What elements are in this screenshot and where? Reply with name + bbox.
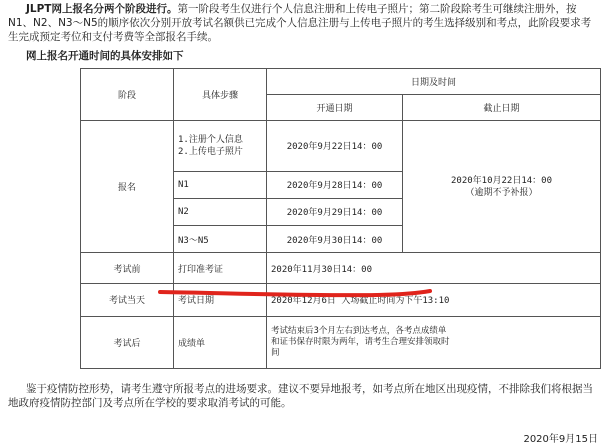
date-print-admission: 2020年11月30日14：00 [267, 253, 601, 284]
intro-text: 第一阶段考生仅进行个人信息注册和上传电子照片；第二阶段除考生可继续注册外，按N1、N2、N3～N5的顺序依次分别开放考试名额供已完成个人信息注册与上传电子照片的考生选择级别和考点，此阶段要求考生完成预定考位和支付考费等全部报名手续。 [8, 3, 592, 43]
open-date-n3-n5: 2020年9月30日14：00 [267, 226, 403, 253]
table-row [81, 316, 601, 368]
header-steps: 具体步骤 [174, 69, 267, 121]
close-date-note: （逾期不予补报） [465, 187, 538, 198]
step-register-info [174, 121, 267, 171]
table-row [81, 283, 601, 316]
step-exam-date: 考试日期 [174, 283, 267, 316]
step-line: 2.上传电子照片 [178, 146, 243, 157]
step-n1: N1 [174, 171, 267, 198]
table-row [81, 69, 601, 95]
schedule-subtitle: 网上报名开通时间的具体安排如下 [26, 50, 184, 62]
step-n3-n5: N3～N5 [174, 226, 267, 253]
notice-paragraph: 鉴于疫情防控形势，请考生遵守所报考点的进场要求。建议不要异地报考，如考点所在地区出现疫情，不排除我们将根据当地政府疫情防控部门及考点所在学校的要求取消考试的可能。 [8, 383, 593, 409]
open-date-register: 2020年9月22日14：00 [267, 121, 403, 171]
stage-before-exam: 考试前 [81, 253, 174, 284]
header-date-time: 日期及时间 [267, 69, 601, 95]
open-date-n1: 2020年9月28日14：00 [267, 171, 403, 198]
step-print-admission: 打印准考证 [174, 253, 267, 284]
date-exam: 2020年12月6日 入场截止时间为下午13:10 [267, 283, 601, 316]
schedule-table [80, 68, 601, 369]
intro-bold: JLPT网上报名分两个阶段进行。 [26, 3, 178, 15]
open-date-n2: 2020年9月29日14：00 [267, 198, 403, 225]
close-date-register [403, 121, 601, 253]
step-line: 1.注册个人信息 [178, 134, 243, 145]
stage-exam-day: 考试当天 [81, 283, 174, 316]
stage-after-exam: 考试后 [81, 316, 174, 368]
close-date-line: 2020年10月22日14：00 [450, 175, 553, 186]
publish-date: 2020年9月15日 [523, 434, 598, 445]
step-n2: N2 [174, 198, 267, 225]
intro-paragraph [8, 2, 594, 44]
stage-register: 报名 [81, 121, 174, 253]
step-score-report: 成绩单 [174, 316, 267, 368]
header-stage: 阶段 [81, 69, 174, 121]
date-score-report: 考试结束后3个月左右到达考点，各考点成绩单和证书保存时限为两年，请考生合理安排领取时间 [267, 316, 601, 368]
header-open-date: 开通日期 [267, 95, 403, 121]
table-row [81, 253, 601, 284]
header-close-date: 截止日期 [403, 95, 601, 121]
table-row [81, 121, 601, 171]
